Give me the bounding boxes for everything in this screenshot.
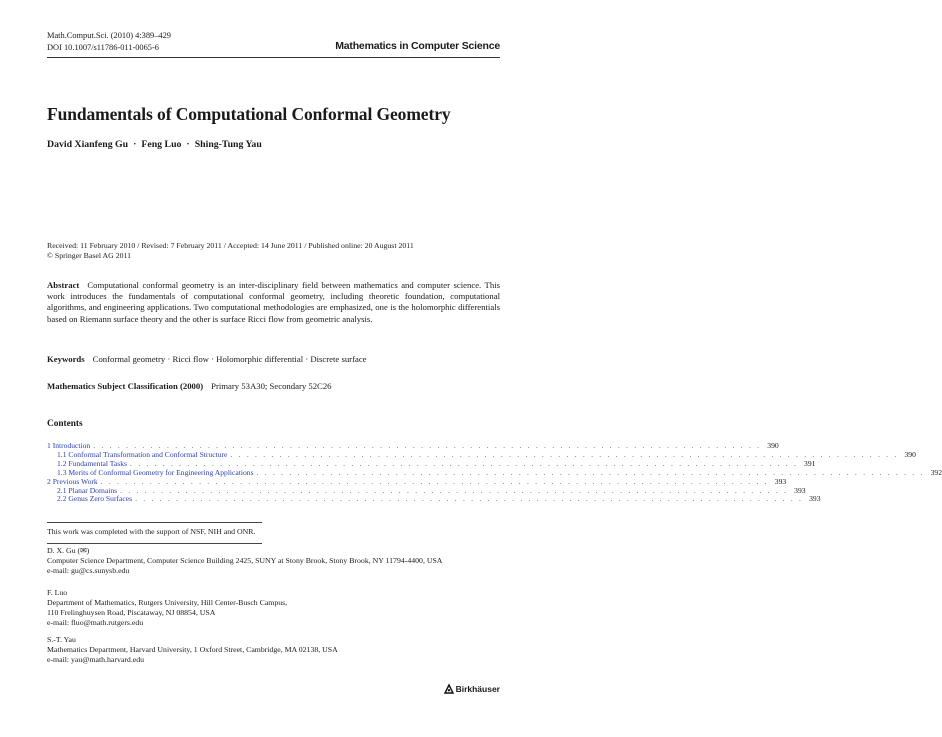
affiliation-address: 110 Frelinghuysen Road, Piscataway, NJ 08854, USA (47, 608, 216, 617)
author-separator: · (133, 139, 137, 150)
toc-link[interactable]: 1.3 Merits of Conformal Geometry for Engineering Applications (57, 467, 254, 477)
abstract-label: Abstract (47, 280, 80, 290)
toc-link[interactable]: 2 Previous Work (47, 476, 98, 486)
journal-citation: Math.Comput.Sci. (2010) 4:389–429 (47, 31, 171, 40)
affiliation-author: S.-T. Yau (47, 635, 76, 644)
author-separator: · (186, 139, 190, 150)
paper-title: Fundamentals of Computational Conformal Geometry (47, 104, 451, 124)
toc-link[interactable]: 2.1 Planar Domains (57, 485, 118, 495)
msc-text: Primary 53A30; Secondary 52C26 (211, 381, 332, 391)
toc-leader: . . . . . . . . . . . . . . . . . . . . . . . . . . . . . . . . . . . . . . . . . . . . . . . . . . . . . . . . . . . . . . . . . . . . . . . . . . . . . . . . . . (256, 467, 925, 477)
toc-page: 393 (774, 476, 787, 486)
publisher-name: Birkhäuser (455, 684, 500, 694)
journal-citation-block (47, 30, 171, 54)
msc-classification (47, 381, 500, 392)
keywords-label: Keywords (47, 354, 85, 364)
toc-page: 393 (809, 494, 821, 504)
toc-page: 391 (804, 458, 816, 468)
abstract-text: Computational conformal geometry is an inter-disciplinary field between mathematics and computer science. This work introduces the fundamentals of computational conformal geometry, including theoretic foundation, computational algorithms, and engineering applications. Two computational methodologies are emphasized, one is the holomorphic differentials based on Riemann surface theory and the other is surface Ricci flow from geometric analysis. (47, 280, 500, 324)
table-of-contents (47, 441, 942, 504)
affiliation-block (47, 588, 517, 628)
toc-link[interactable]: 2.2 Genus Zero Surfaces (57, 494, 133, 504)
toc-leader: . . . . . . . . . . . . . . . . . . . . . . . . . . . . . . . . . . . . . . . . . . . . . . . . . . . . . . . . . . . . . . . . . . . . . . . . . . . . . . . . . . (230, 449, 899, 459)
author-name: Feng Luo (141, 139, 182, 150)
toc-leader: . . . . . . . . . . . . . . . . . . . . . . . . . . . . . . . . . . . . . . . . . . . . . . . . . . . . . . . . . . . . . . . . . . . . . . . . . . . . . . . . . . (93, 441, 762, 450)
affiliation-email[interactable]: e-mail: gu@cs.sunysb.edu (47, 566, 130, 575)
header-rule (47, 57, 500, 58)
history-dates: Received: 11 February 2010 / Revised: 7 February 2011 / Accepted: 14 June 2011 / Published online: 20 August 2011 (47, 241, 414, 250)
affiliation-address: Mathematics Department, Harvard University, 1 Oxford Street, Cambridge, MA 02138, USA (47, 645, 338, 654)
keywords (47, 354, 500, 365)
affiliation-email[interactable]: e-mail: fluo@math.rutgers.edu (47, 618, 144, 627)
affiliation-block (47, 635, 517, 665)
contents-heading: Contents (47, 419, 83, 429)
affiliation-email[interactable]: e-mail: yau@math.harvard.edu (47, 655, 145, 664)
toc-leader: . . . . . . . . . . . . . . . . . . . . . . . . . . . . . . . . . . . . . . . . . . . . . . . . . . . . . . . . . . . . . . . . . . . . . . . . . . . . . . . . . . (120, 485, 789, 495)
publisher-logo (444, 684, 500, 694)
affiliation-block (47, 546, 517, 576)
birkhauser-mark-icon (444, 684, 454, 694)
publication-history (47, 241, 414, 261)
copyright-notice: © Springer Basel AG 2011 (47, 251, 132, 260)
affiliation-rule (47, 543, 262, 544)
msc-label: Mathematics Subject Classification (2000) (47, 381, 204, 391)
toc-page: 392 (930, 467, 942, 477)
keywords-text: Conformal geometry · Ricci flow · Holomorphic differential · Discrete surface (92, 354, 367, 364)
affiliation-author: F. Luo (47, 588, 68, 597)
toc-entry[interactable] (47, 494, 821, 504)
affiliation-author: D. X. Gu (✉) (47, 546, 90, 555)
toc-leader: . . . . . . . . . . . . . . . . . . . . . . . . . . . . . . . . . . . . . . . . . . . . . . . . . . . . . . . . . . . . . . . . . . . . . . . . . . . . . . . . . . (130, 458, 799, 468)
toc-link[interactable]: 1.2 Fundamental Tasks (57, 458, 127, 468)
footnote-rule (47, 522, 262, 523)
doi: DOI 10.1007/s11786-011-0065-6 (47, 43, 159, 52)
toc-leader: . . . . . . . . . . . . . . . . . . . . . . . . . . . . . . . . . . . . . . . . . . . . . . . . . . . . . . . . . . . . . . . . . . . . . . . . . . . . . . . . . . (135, 494, 804, 504)
affiliation-address: Department of Mathematics, Rutgers University, Hill Center-Busch Campus, (47, 598, 288, 607)
funding-footnote: This work was completed with the support of NSF, NIH and ONR. (47, 527, 256, 536)
author-name: Shing-Tung Yau (194, 139, 262, 150)
abstract (47, 280, 500, 325)
author-list (47, 139, 262, 150)
toc-page: 390 (904, 449, 916, 459)
toc-link[interactable]: 1 Introduction (47, 441, 91, 450)
toc-page: 390 (767, 441, 779, 450)
affiliation-address: Computer Science Department, Computer Science Building 2425, SUNY at Stony Brook, Stony Brook, NY 11794-4400, USA (47, 556, 443, 565)
journal-name: Mathematics in Computer Science (335, 40, 500, 52)
toc-link[interactable]: 1.1 Conformal Transformation and Conformal Structure (57, 449, 228, 459)
toc-leader: . . . . . . . . . . . . . . . . . . . . . . . . . . . . . . . . . . . . . . . . . . . . . . . . . . . . . . . . . . . . . . . . . . . . . . . . . . . . . . . . . . (100, 476, 769, 486)
toc-page: 393 (794, 485, 806, 495)
author-name: David Xianfeng Gu (47, 139, 129, 150)
